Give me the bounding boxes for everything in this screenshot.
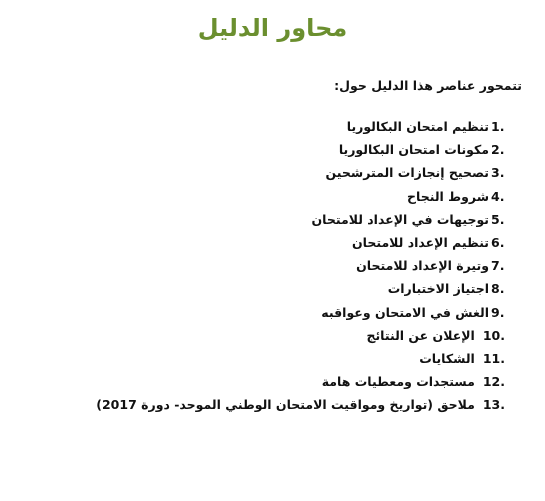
toc-item-number: 4.	[491, 188, 505, 204]
toc-item-text: اجتياز الاختبارات	[387, 281, 489, 297]
toc-item-text: مستجدات ومعطيات هامة	[321, 374, 475, 390]
toc-item-number: 7.	[491, 258, 505, 274]
toc-item-number: 5.	[491, 211, 505, 227]
toc-item-number: 3.	[491, 165, 505, 181]
toc-item-number: 11.	[482, 350, 505, 366]
toc-item-7	[45, 256, 505, 279]
toc-item-3	[45, 163, 505, 186]
toc-item-text: تنظيم امتحان البكالوريا	[346, 119, 489, 134]
toc-item-text: تصحيح إنجازات المترشحين	[325, 165, 489, 181]
toc-item-2	[45, 140, 505, 163]
toc-item-text: توجيهات في الإعداد للامتحان	[311, 211, 489, 227]
toc-item-11	[45, 349, 505, 372]
toc-item-text: وتيرة الإعداد للامتحان	[356, 258, 489, 274]
toc-item-10	[45, 326, 505, 349]
table-of-contents	[45, 117, 505, 418]
toc-item-text: شروط النجاح	[407, 188, 489, 204]
page-title: محاور الدليل	[197, 14, 348, 42]
toc-item-number: 10.	[482, 327, 505, 343]
toc-item-number: 2.	[491, 142, 505, 158]
toc-item-1	[45, 117, 505, 140]
toc-item-text: الإعلان عن النتائج	[366, 327, 475, 343]
toc-item-text: الشكايات	[419, 350, 475, 366]
toc-item-5	[45, 210, 505, 233]
toc-item-9	[45, 303, 505, 326]
toc-item-number: 6.	[491, 234, 505, 250]
toc-item-text: الغش في الامتحان وعواقبه	[321, 304, 489, 320]
toc-item-number: 1.	[491, 119, 505, 134]
toc-item-text: تنظيم الإعداد للامتحان	[351, 234, 489, 250]
toc-item-number: 13.	[482, 397, 505, 413]
toc-item-number: 9.	[491, 304, 505, 320]
toc-item-8	[45, 279, 505, 302]
toc-item-6	[45, 233, 505, 256]
toc-item-number: 12.	[482, 374, 505, 390]
intro-text: تتمحور عناصر هذا الدليل حول:	[334, 78, 522, 93]
toc-item-text: ملاحق (تواريخ ومواقيت الامتحان الوطني الموحد- دورة 2017)	[96, 397, 475, 413]
toc-item-13	[45, 395, 505, 418]
toc-item-number: 8.	[491, 281, 505, 297]
toc-item-4	[45, 187, 505, 210]
toc-item-12	[45, 372, 505, 395]
toc-item-text: مكونات امتحان البكالوريا	[338, 142, 489, 158]
